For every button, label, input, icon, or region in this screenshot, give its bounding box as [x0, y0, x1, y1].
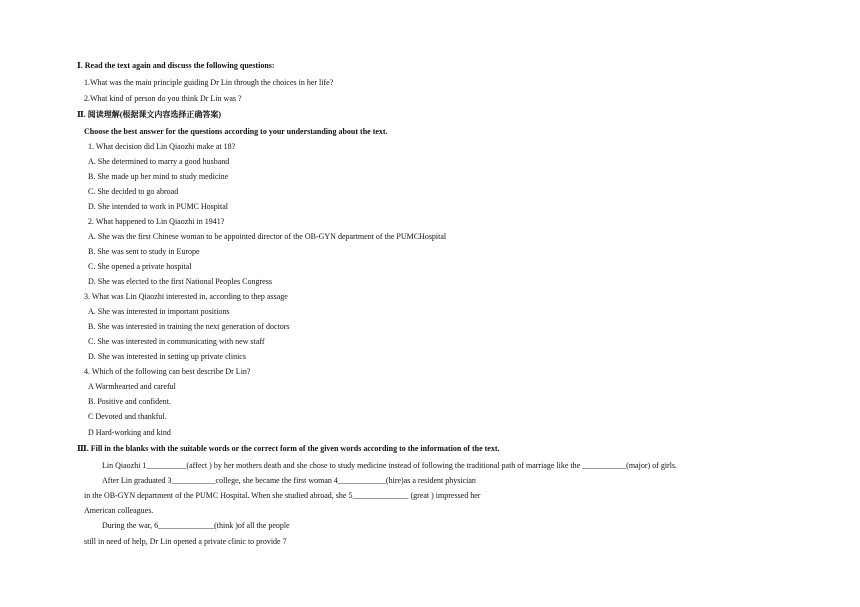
fill-blank-line: Lin Qiaozhi 1__________(affect ) by her mothers death and she chose to study medicine instead of following the traditional path of marriage like the ___________(major) of girls. — [102, 461, 678, 470]
mc-option: B. Positive and confident. — [88, 397, 171, 406]
mc-option: B. She was sent to study in Europe — [88, 247, 200, 256]
mc-option: D. She intended to work in PUMC Hospital — [88, 202, 228, 211]
fill-blank-line: American colleagues. — [84, 506, 154, 515]
section2-heading: Ⅱ. 阅读理解(根据课文内容选择正确答案) — [77, 110, 222, 119]
mc-option: B. She made up her mind to study medicine — [88, 172, 229, 181]
mc-question-4: 4. Which of the following can best describe Dr Lin? — [84, 367, 251, 376]
section1-heading: Ⅰ. Read the text again and discuss the following questions: — [77, 61, 275, 70]
mc-question-3: 3. What was Lin Qiaozhi interested in, according to thep assage — [84, 292, 288, 301]
discussion-question-1: 1.What was the main principle guiding Dr Lin through the choices in her life? — [84, 78, 334, 87]
mc-option: D Hard-working and kind — [88, 428, 171, 437]
mc-option: C. She decided to go abroad — [88, 187, 179, 196]
fill-blank-line: still in need of help, Dr Lin opened a private clinic to provide 7 — [84, 537, 287, 546]
mc-option: D. She was interested in setting up private clinics — [88, 352, 246, 361]
mc-option: A. She was the first Chinese woman to be appointed director of the OB-GYN department of the PUMCHospital — [88, 232, 447, 241]
mc-question-1: 1. What decision did Lin Qiaozhi make at 18? — [88, 142, 236, 151]
mc-question-2: 2. What happened to Lin Qiaozhi in 1941? — [88, 217, 225, 226]
mc-option: A. She determined to marry a good husband — [88, 157, 230, 166]
section3-heading: Ⅲ. Fill in the blanks with the suitable words or the correct form of the given words according to the information of the text. — [77, 444, 500, 453]
mc-option: A. She was interested in important positions — [88, 307, 230, 316]
mc-option: C Devoted and thankful. — [88, 412, 167, 421]
mc-option: C. She opened a private hospital — [88, 262, 192, 271]
fill-blank-line: in the OB-GYN department of the PUMC Hospital. When she studied abroad, she 5______________ (great ) impressed her — [84, 491, 481, 500]
fill-blank-line: After Lin graduated 3___________college, she became the first woman 4____________(hire)as a resident physician — [102, 476, 476, 485]
mc-option: C. She was interested in communicating with new staff — [88, 337, 265, 346]
section2-instruction: Choose the best answer for the questions according to your understanding about the text. — [84, 127, 388, 136]
mc-option: A Warmhearted and careful — [88, 382, 176, 391]
discussion-question-2: 2.What kind of person do you think Dr Lin was ? — [84, 94, 242, 103]
mc-option: D. She was elected to the first National Peoples Congress — [88, 277, 272, 286]
fill-blank-line: During the war, 6______________(think )of all the people — [102, 521, 290, 530]
mc-option: B. She was interested in training the next generation of doctors — [88, 322, 290, 331]
